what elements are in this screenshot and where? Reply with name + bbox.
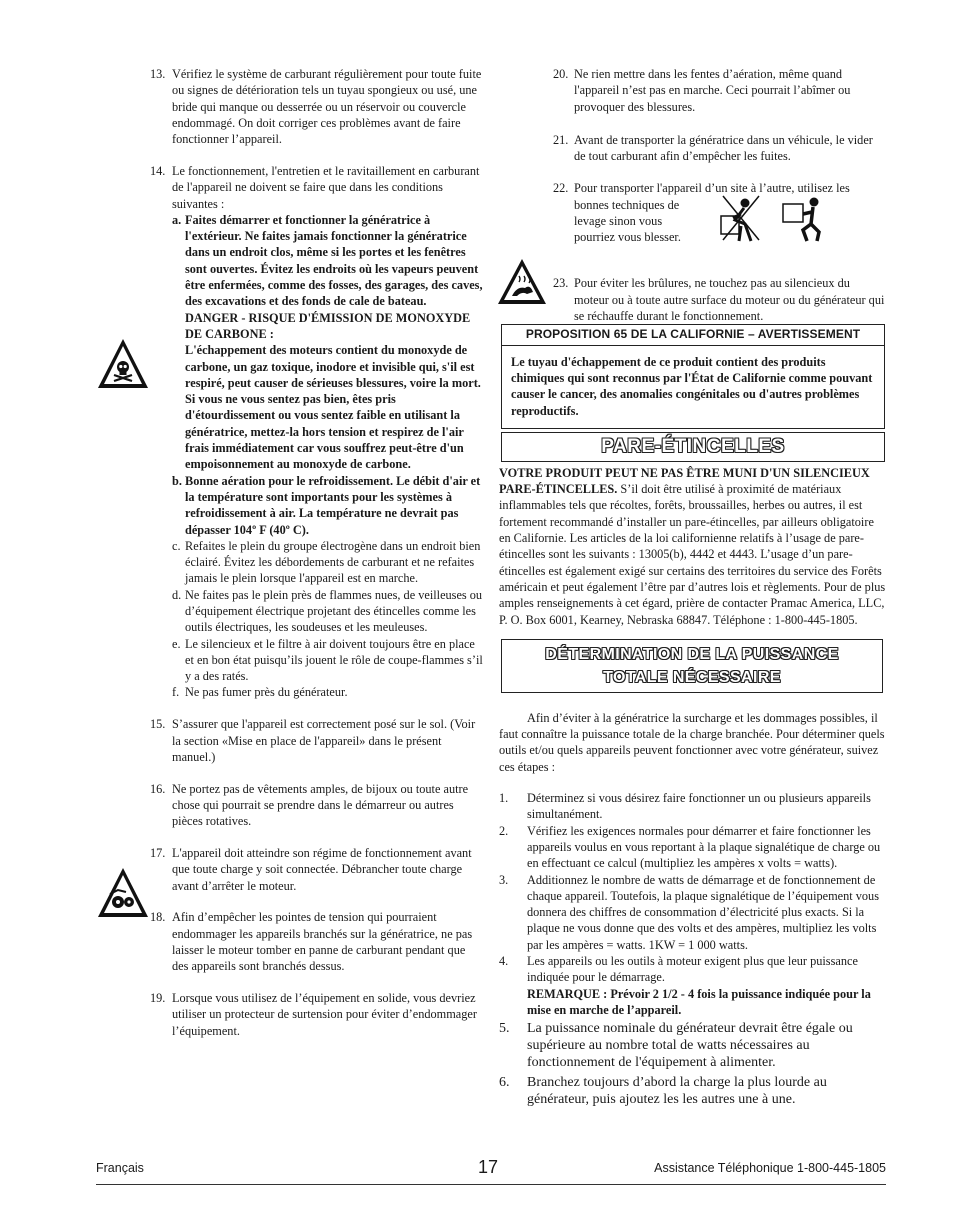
- sub-item-text: Bonne aération pour le refroidissement. Le débit d'air et la température sont importants pour les systèmes à refroidissement à air. La température ne devrait pas dépasser 104º F (40º C).: [185, 473, 481, 537]
- power-step-2: 2. Vérifiez les exigences normales pour démarrer et faire fonctionner les appareils voulus en vous reportant à la plaque signalétique de charge ou en effectuant ce calcul (multipliez les ampères x volts = watts).: [499, 823, 881, 871]
- sub-item-text: Faites démarrer et fonctionner la génératrice à l'extérieur. Ne faites jamais fonctionner la génératrice dans un endroit clos, même si les portes et les fenêtres sont ouvertes. Évitez les endroits où les vapeurs peuvent être enfermées, comme des fosses, des garages, des caves, des excavations et des fonds de cale de bateau.: [185, 212, 483, 309]
- danger-text: L'échappement des moteurs contient du monoxyde de carbone, un gaz toxique, inodore et invisible qui, s'il est respiré, peut causer de sérieuses blessures, voire la mort. Si vous ne vous sentez pas bien, êtes pris d'étourdissement ou vous sentez faible en utilisant la génératrice, mettez-la hors tension et respirez de l'air frais immédiatement car vous souffrez peut-être d'un empoisonnement au monoxyde de carbone.: [185, 343, 481, 472]
- page-footer: [96, 1157, 886, 1185]
- safety-item-14: [96, 163, 484, 701]
- item-text: L'appareil doit atteindre son régime de fonctionnement avant que toute charge y soit connectée. Débrancher toute charge avant d’arrêter le moteur.: [172, 846, 472, 893]
- item-number: 18.: [150, 910, 166, 925]
- item-number: 15.: [150, 717, 166, 732]
- sub-item-a: a. Faites démarrer et fonctionner la génératrice à l'extérieur. Ne faites jamais fonctionner la génératrice dans un endroit clos, même si les portes et les fenêtres sont ouvertes. Évitez les endroits où les vapeurs peuvent être enfermées, comme des fosses, des garages, des caves, des excavations et des fonds de cale de bateau. DANGER - RISQUE D'ÉMISSION DE MONOXYDE DE CARBONE : L'échappement des moteurs contient du monoxyde de carbone, un gaz toxique, inodore et invisible qui, s'il est respiré, peut causer de sérieuses blessures, voire la mort. Si vous ne vous sentez pas bien, êtes pris d'étourdissement ou vous sentez faible en utilisant la génératrice, mettez-la hors tension et respirez de l'air frais immédiatement car vous souffrez peut-être d'un empoisonnement au monoxyde de carbone.: [172, 212, 483, 472]
- item-number: 16.: [150, 781, 166, 796]
- sub-item-text: Le silencieux et le filtre à air doivent toujours être en place et en bon état puisqu’ils jouent le rôle de coupe-flammes s’il y a des ratés.: [185, 636, 483, 684]
- power-step-4-note: REMARQUE : Prévoir 2 1/2 - 4 fois la puissance indiquée pour la mise en marche de l’appareil.: [527, 986, 871, 1017]
- safety-item-17: [96, 845, 484, 894]
- item-text: Lorsque vous utilisez de l’équipement en solide, vous devriez utiliser un protecteur de surtension pour éviter d’endommager l’équipement.: [172, 991, 477, 1038]
- safety-item-20: [499, 66, 887, 115]
- prop65-warning-box: [501, 324, 885, 428]
- power-step-1: 1. Déterminez si vous désirez faire fonctionner un ou plusieurs appareils simultanément.: [499, 791, 871, 822]
- left-column: [96, 66, 484, 1055]
- power-steps-list: [499, 790, 887, 1108]
- safety-item-13: [96, 66, 484, 147]
- sub-item-text: Ne pas fumer près du générateur.: [185, 685, 348, 700]
- spark-arrester-title: PARE-ÉTINCELLES: [601, 435, 785, 457]
- footer-language: Français: [96, 1161, 144, 1175]
- right-column: [499, 66, 887, 1108]
- item-number: 23.: [553, 276, 569, 291]
- item-number: 13.: [150, 67, 166, 81]
- item-text: Pour éviter les brûlures, ne touchez pas au silencieux du moteur ou à toute autre surface du moteur ou du générateur qui se réchauffe durant le fonctionnement.: [574, 276, 885, 324]
- item-intro: Le fonctionnement, l'entretien et le ravitaillement en carburant de l'appareil ne doivent se faire que dans les conditions suivantes :: [172, 163, 480, 211]
- sub-item-text: Refaites le plein du groupe électrogène dans un endroit bien éclairé. Évitez les débordements de carburant et ne refaites jamais le plein lorsque l'appareil est en marche.: [185, 538, 481, 586]
- sub-item-f: f. Ne pas fumer près du générateur.: [172, 685, 348, 700]
- power-step-4: 4. Les appareils ou les outils à moteur exigent plus que leur puissance indiquée pour le démarrage. REMARQUE : Prévoir 2 1/2 - 4 fois la puissance indiquée pour la mise en marche de l’appareil.: [499, 953, 887, 1018]
- danger-title: DANGER - RISQUE D'ÉMISSION DE MONOXYDE DE CARBONE :: [185, 310, 471, 341]
- sub-item-d: d. Ne faites pas le plein près de flammes nues, de veilleuses ou d’équipement électrique projetant des étincelles comme les outils électriques, les soudeuses et les meuleuses.: [172, 587, 483, 635]
- item-number: 22.: [553, 181, 569, 196]
- item-text: Vérifiez le système de carburant régulièrement pour toute fuite ou signes de détérioration tels un tuyau spongieux ou usé, une bride qui manque ou desserrée ou un réservoir ou couvercle endommagé. On doit corriger ces problèmes avant de faire fonctionner l’appareil.: [172, 67, 482, 147]
- spark-lead: VOTRE PRODUIT PEUT NE PAS ÊTRE MUNI D'UN SILENCIEUX PARE-ÉTINCELLES.: [499, 465, 870, 497]
- safety-item-23: [499, 275, 887, 324]
- lifting-technique-icon: [719, 194, 829, 248]
- spark-arrester-paragraph: [499, 465, 887, 628]
- safety-item-21: [499, 132, 887, 165]
- item-number: 20.: [553, 67, 569, 81]
- power-intro: Afin d’éviter à la génératrice la surcharge et les dommages possibles, il faut connaître la puissance totale de la charge branchée. Pour déterminer quels outils et/ou quels appareils peuvent fonctionner avec votre générateur, suivez ces étapes :: [499, 710, 885, 774]
- prop65-header: PROPOSITION 65 DE LA CALIFORNIE – AVERTISSEMENT: [502, 325, 884, 345]
- item-text: Ne portez pas de vêtements amples, de bijoux ou toute autre chose qui pourrait se prendre dans le démarreur ou autres pièces rotatives.: [172, 781, 469, 829]
- safety-item-19: [96, 990, 484, 1039]
- item-number: 17.: [150, 846, 166, 861]
- power-step-3: 3. Additionnez le nombre de watts de démarrage et de fonctionnement de chaque appareil. Toutefois, la plaque signalétique de l’équipement vous donnera des chiffres de consommation d’électricité plus exacts. Si la plaque ne vous donne que des volts et des ampères, multipliez les volts par les ampères = watts. 1KW = 1 000 watts.: [499, 872, 879, 952]
- footer-support-phone: Assistance Téléphonique 1-800-445-1805: [654, 1161, 886, 1175]
- power-step-5: 5. La puissance nominale du générateur devrait être égale ou supérieure au nombre total de watts nécessaires au fonctionnement de l'équipement à alimenter.: [499, 1021, 853, 1071]
- prop65-body: Le tuyau d'échappement de ce produit contient des produits chimiques qui sont reconnus par l'État de Californie comme pouvant causer le cancer, des anomalies congénitales ou d'autres problèmes reproductifs.: [511, 354, 873, 418]
- item-number: 19.: [150, 991, 166, 1006]
- item-text: Avant de transporter la génératrice dans un véhicule, le vider de tout carburant afin d’empêcher les fuites.: [574, 132, 873, 164]
- item-number: 21.: [553, 132, 569, 147]
- item-text: Ne rien mettre dans les fentes d’aération, même quand l'appareil n’est pas en marche. Ceci pourrait l’abîmer ou provoquer des blessures.: [574, 67, 851, 114]
- sub-item-b: b. Bonne aération pour le refroidissement. Le débit d'air et la température sont importants pour les systèmes à refroidissement à air. La température ne devrait pas dépasser 104º F (40º C).: [172, 473, 481, 537]
- page-number: 17: [478, 1157, 499, 1177]
- spark-text: S’il doit être utilisé à proximité de matériaux inflammables tels que récoltes, forêts, broussailles, herbes ou autres, il est fortement recommandé d’installer un pare-étincelles, par ailleurs obligatoire en Californie. Les articles de la loi californienne relatifs à l’usage de pare-étincelles sont les suivants : 13005(b), 4442 et 4443. L’usage d’un pare-étincelles est également exigé sur certains des territoires du service des Forêts américain et peut également l’être par d’autres lois et règlements. Pour de plus amples renseignements à cet égard, prière de contacter Pramac America, LLC, P. O. Box 6001, Kearney, Nebraska 68847. Téléphone : 1-800-445-1805.: [499, 482, 886, 627]
- sub-item-c: c. Refaites le plein du groupe électrogène dans un endroit bien éclairé. Évitez les débordements de carburant et ne refaites jamais le plein lorsque l'appareil est en marche.: [172, 538, 481, 586]
- item-number: 14.: [150, 163, 166, 178]
- power-title-line2: TOTALE NÉCESSAIRE: [603, 668, 781, 686]
- safety-item-16: [96, 781, 484, 830]
- sub-item-e: e. Le silencieux et le filtre à air doivent toujours être en place et en bon état puisqu’ils jouent le rôle de coupe-flammes s’il y a des ratés.: [172, 636, 483, 684]
- power-step-6: 6. Branchez toujours d’abord la charge la plus lourde au générateur, puis ajoutez les les autres une à une.: [499, 1075, 827, 1108]
- spark-arrester-title-box: [501, 432, 885, 462]
- power-title-line1: DÉTERMINATION DE LA PUISSANCE: [545, 645, 839, 663]
- item-text: S’assurer que l'appareil est correctement posé sur le sol. (Voir la section «Mise en place de l'appareil» dans le présent manuel.): [172, 717, 476, 764]
- safety-item-22: 22. Pour transporter l'appareil d’un site à l’autre, utilisez les bonnes techniques de levage sinon vous pourriez vous blesser.: [499, 180, 887, 261]
- safety-item-15: [96, 716, 484, 765]
- item-text: Afin d’empêcher les pointes de tension qui pourraient endommager les appareils branchés sur la génératrice, ne pas laisser le moteur tomber en panne de carburant pendant que des appareils sont branchés dessus.: [172, 910, 473, 974]
- power-title-box: [501, 639, 883, 693]
- safety-item-18: [96, 909, 484, 974]
- sub-item-text: Ne faites pas le plein près de flammes nues, de veilleuses ou d’équipement électrique projetant des étincelles comme les outils électriques, les soudeuses et les meuleuses.: [185, 587, 483, 635]
